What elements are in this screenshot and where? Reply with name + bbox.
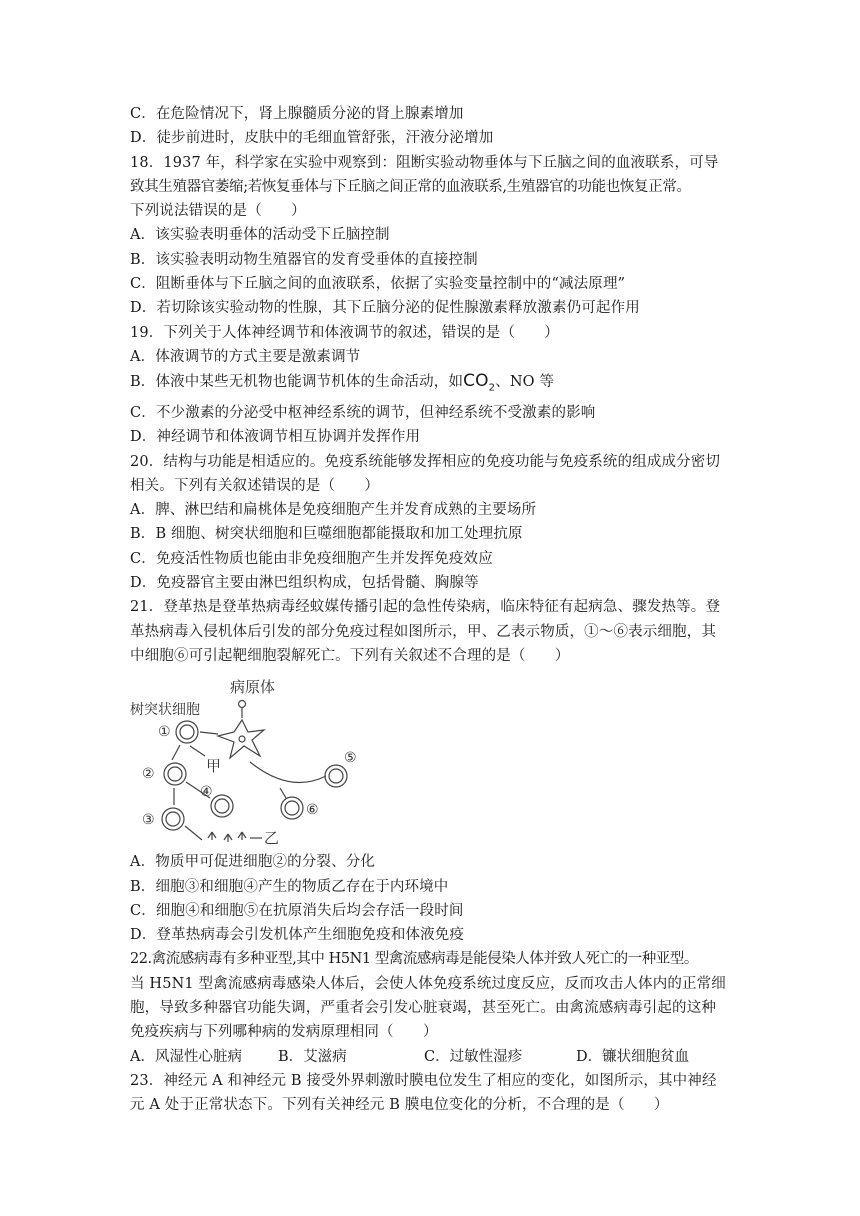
- label-jia: 甲: [206, 757, 222, 776]
- arrow-1-to-2: [172, 745, 180, 760]
- q20-option-b: B．B 细胞、树突状细胞和巨噬细胞都能摄取和加工处理抗原: [130, 526, 523, 543]
- q23-stem-line2: 元 A 处于正常状态下。下列有关神经元 B 膜电位变化的分析，不合理的是（ ）: [130, 1097, 669, 1114]
- label-cell-3: ③: [142, 812, 155, 829]
- dendritic-cell-shape: [218, 720, 264, 758]
- q19-option-b-tail: 、NO 等: [495, 374, 555, 391]
- q21-stem-line3: 中细胞⑥可引起靶细胞裂解死亡。下列有关叙述不合理的是（ ）: [130, 647, 570, 664]
- q21-option-c: C．细胞④和细胞⑤在抗原消失后均会存活一段时间: [130, 902, 464, 919]
- q21-option-d: D．登革热病毒会引发机体产生细胞免疫和体液免疫: [130, 927, 465, 944]
- label-pathogen: 病原体: [230, 678, 276, 697]
- cell-6-inner: [285, 801, 299, 815]
- immune-process-figure: [130, 670, 370, 848]
- antibody-1: [208, 832, 216, 840]
- q22-option-a: A．风湿性心脏病: [130, 1048, 242, 1065]
- co2-subscript: 2: [488, 382, 496, 394]
- q20-stem-line2: 相关。下列有关叙述错误的是（ ）: [130, 477, 380, 494]
- q18-option-a: A．该实验表明垂体的活动受下丘脑控制: [130, 227, 390, 244]
- label-cell-6: ⑥: [306, 802, 319, 819]
- label-cell-2: ②: [142, 766, 155, 783]
- cell-5-inner: [329, 769, 343, 783]
- cell-4-inner: [215, 799, 229, 813]
- q18-stem-line1: 18．1937 年，科学家在实验中观察到：阻断实验动物垂体与下丘脑之间的血液联系，可导: [130, 154, 719, 171]
- q22-option-c: C．过敏性湿疹: [424, 1048, 523, 1065]
- antibody-3: [238, 832, 246, 840]
- q19-option-a: A．体液调节的方式主要是激素调节: [130, 348, 361, 365]
- q20-option-a: A．脾、淋巴结和扁桃体是免疫细胞产生并发育成熟的主要场所: [130, 502, 537, 519]
- q19-option-d: D．神经调节和体液调节相互协调并发挥作用: [130, 429, 421, 446]
- q22-option-d: D．镰状细胞贫血: [576, 1048, 690, 1065]
- q18-option-b: B．该实验表明动物生殖器官的发育受垂体的直接控制: [130, 251, 478, 268]
- arrow-3-to-antibody: [185, 826, 202, 840]
- q18-stem-line3: 下列说法错误的是（ ）: [130, 203, 306, 220]
- q19-option-b: [130, 369, 742, 401]
- q19-stem: 19．下列关于人体神经调节和体液调节的叙述，错误的是（ ）: [130, 324, 559, 341]
- dendritic-cell-nucleus: [239, 736, 245, 742]
- cell-1-outer: [176, 721, 198, 743]
- cell-6-outer: [281, 797, 303, 819]
- q20-option-d: D．免疫器官主要由淋巴组织构成，包括骨髓、胸腺等: [130, 575, 479, 592]
- cell-1-contact: [200, 732, 218, 734]
- q22-options: [130, 1045, 742, 1069]
- label-yi: 乙: [264, 829, 280, 848]
- q18-option-c: C．阻断垂体与下丘脑之间的血液联系，依据了实验变量控制中的“减法原理”: [130, 276, 626, 293]
- q20-stem-line1: 20．结构与功能是相适应的。免疫系统能够发挥相应的免疫功能与免疫系统的组成成分密切: [130, 453, 721, 470]
- cell-3-inner: [166, 812, 180, 826]
- arrow-to-cell-5: [250, 762, 326, 782]
- q23-stem-line1: 23．神经元 A 和神经元 B 接受外界刺激时膜电位发生了相应的变化，如图所示，其中神经: [130, 1072, 717, 1089]
- cell-2-outer: [164, 763, 186, 785]
- q22-stem-line3: 胞，导致多种器官功能失调，严重者会引发心脏衰竭，甚至死亡。由禽流感病毒引起的这种: [130, 1000, 716, 1016]
- label-cell-1: ①: [158, 724, 171, 741]
- arrow-to-cell-6: [280, 788, 286, 798]
- q21-option-b: B．细胞③和细胞④产生的物质乙存在于内环境中: [130, 878, 449, 895]
- co2-symbol: CO: [463, 371, 489, 392]
- q22-stem-line1: 22.禽流感病毒有多种亚型,其中 H5N1 型禽流感病毒是能侵染人体并致人死亡的一种亚型。: [130, 951, 698, 968]
- cell-1-inner: [180, 725, 194, 739]
- q17-option-d: D．徒步前进时，皮肤中的毛细血管舒张，汗液分泌增加: [130, 130, 494, 147]
- q21-option-a: A．物质甲可促进细胞②的分裂、分化: [130, 854, 376, 871]
- antibody-2: [224, 834, 232, 842]
- cell-2-inner: [168, 767, 182, 781]
- exam-page: [130, 102, 742, 1117]
- label-dendritic-cell: 树突状细胞: [130, 702, 200, 719]
- label-cell-5: ⑤: [344, 750, 357, 767]
- q20-option-c: C．免疫活性物质也能由非免疫细胞产生并发挥免疫效应: [130, 550, 493, 567]
- q19-option-b-text: B．体液中某些无机物也能调节机体的生命活动，如: [130, 374, 464, 391]
- cell-4-outer: [211, 795, 233, 817]
- q18-stem-line2: 致其生殖器官萎缩;若恢复垂体与下丘脑之间正常的血液联系,生殖器官的功能也恢复正常。: [130, 178, 691, 195]
- cell-3-outer: [162, 808, 184, 830]
- q21-stem-line1: 21．登革热是登革热病毒经蚊媒传播引起的急性传染病，临床特征有起病急、骤发热等。登: [130, 599, 721, 616]
- q19-option-c: C．不少激素的分泌受中枢神经系统的调节，但神经系统不受激素的影响: [130, 404, 596, 421]
- q17-option-c: C．在危险情况下，肾上腺髓质分泌的肾上腺素增加: [130, 106, 464, 122]
- co2-formula: [463, 371, 496, 394]
- q21-stem-line2: 革热病毒入侵机体后引发的部分免疫过程如图所示，甲、乙表示物质，①～⑥表示细胞，其: [130, 623, 716, 640]
- q22-stem-line2: 当 H5N1 型禽流感病毒感染人体后，会使人体免疫系统过度反应，反而攻击人体内的正常细: [130, 975, 726, 992]
- label-cell-4: ④: [200, 784, 213, 801]
- q22-option-b: B．艾滋病: [278, 1048, 347, 1065]
- cell-5-outer: [325, 765, 347, 787]
- pathogen-particle: [239, 701, 246, 708]
- arrow-jia: [190, 746, 205, 756]
- q18-option-d: D．若切除该实验动物的性腺，其下丘脑分泌的促性腺激素释放激素仍可起作用: [130, 300, 640, 317]
- q22-stem-line4: 免疫疾病与下列哪种病的发病原理相同（ ）: [130, 1024, 438, 1041]
